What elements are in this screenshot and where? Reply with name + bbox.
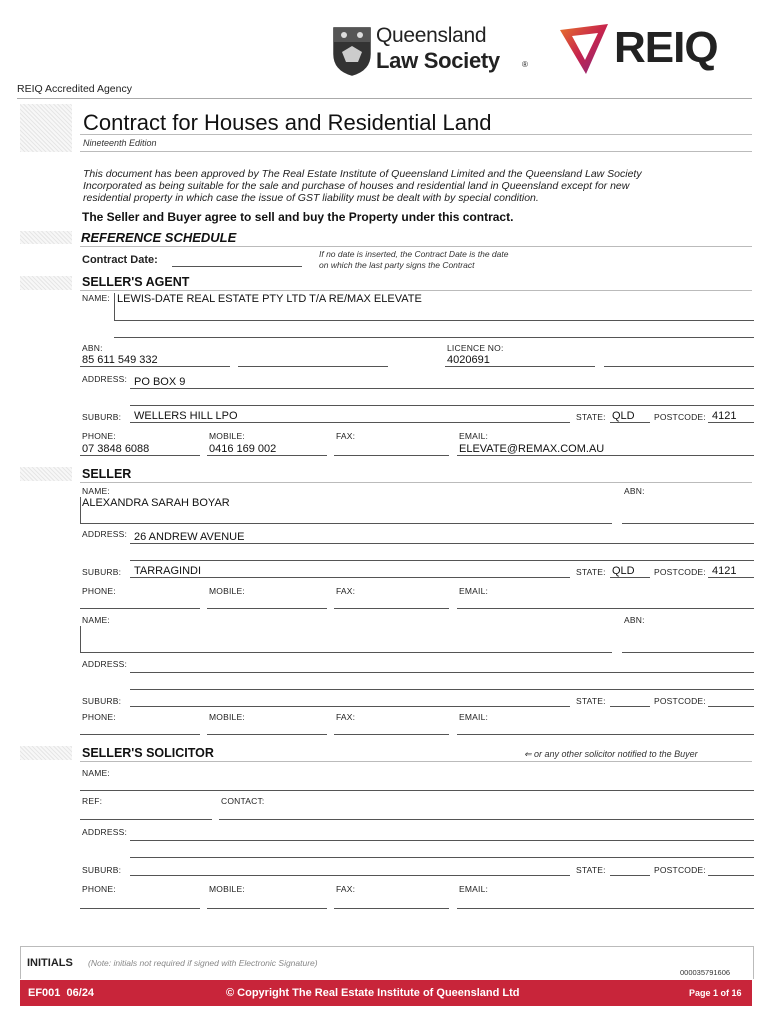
agent-phone-field[interactable]: 07 3848 6088 [82,443,150,455]
page-number: Page 1 of 16 [689,988,742,998]
seller1-postcode-label: POSTCODE: [654,567,706,577]
agent-suburb-underline [130,422,570,423]
seller2-abn-underline[interactable] [622,652,754,653]
seller2-postcode-label: POSTCODE: [654,696,706,706]
qls-registered: ® [522,60,528,69]
header-divider [17,98,752,99]
seller1-state-label: STATE: [576,567,606,577]
document-number: 000035791606 [680,968,731,977]
solicitor-email-underline[interactable] [457,908,754,909]
agent-name-underline [114,320,754,321]
agent-name-underline-2 [114,337,754,338]
agent-divider [80,290,752,291]
agent-email-field[interactable]: ELEVATE@REMAX.COM.AU [459,443,605,455]
accredited-agency: REIQ Accredited Agency [17,83,132,95]
agent-mobile-underline [207,455,327,456]
qls-crest-icon [332,26,372,76]
qls-logo [332,26,532,78]
seller1-state-field[interactable]: QLD [612,565,635,577]
seller1-email-underline[interactable] [457,608,754,609]
seller1-mobile-underline[interactable] [207,608,327,609]
solicitor-name-label: NAME: [82,768,110,778]
seller1-address-underline [130,543,754,544]
agent-abn-label: ABN: [82,343,103,353]
agent-side-panel [20,276,72,290]
agent-abn-field[interactable]: 85 611 549 332 [82,354,158,366]
solicitor-ref-label: REF: [82,796,103,806]
document-title: Contract for Houses and Residential Land [83,110,492,135]
solicitor-state-label: STATE: [576,865,606,875]
agent-address-underline-2 [130,405,754,406]
seller-heading: SELLER [82,467,132,481]
seller1-name-label: NAME: [82,486,110,496]
solicitor-mobile-underline[interactable] [207,908,327,909]
solicitor-postcode-label: POSTCODE: [654,865,706,875]
solicitor-suburb-label: SUBURB: [82,865,122,875]
agent-email-label: EMAIL: [459,431,489,441]
agent-name-label: NAME: [82,293,110,303]
agent-abn-underline [80,366,230,367]
seller1-fax-label: FAX: [336,586,356,596]
seller2-phone-label: PHONE: [82,712,116,722]
qls-logo-line1: Queensland [376,24,487,47]
solicitor-side-panel [20,746,72,760]
solicitor-contact-underline[interactable] [219,819,754,820]
agent-address-label: ADDRESS: [82,374,128,384]
seller2-address-underline[interactable] [130,672,754,673]
seller1-abn-underline [622,523,754,524]
solicitor-suburb-underline[interactable] [130,875,570,876]
seller1-email-label: EMAIL: [459,586,489,596]
reiq-mark-icon [556,22,614,76]
seller1-address-field[interactable]: 26 ANDREW AVENUE [134,531,245,543]
seller2-suburb-underline[interactable] [130,706,570,707]
reference-divider [80,246,752,247]
solicitor-email-label: EMAIL: [459,884,489,894]
seller-divider [80,482,752,483]
agent-postcode-underline [708,422,754,423]
seller2-suburb-label: SUBURB: [82,696,122,706]
reference-side-panel [20,231,72,244]
seller1-postcode-field[interactable]: 4121 [712,565,737,577]
solicitor-note: ⇐ or any other solicitor notified to the Buyer [524,749,698,759]
seller2-postcode-underline[interactable] [708,706,754,707]
seller2-fax-underline[interactable] [334,734,449,735]
seller2-name-underline[interactable] [80,652,612,653]
agent-licence-underline-2 [604,366,754,367]
agent-licence-field[interactable]: 4020691 [447,354,490,366]
seller1-name-underline [80,523,612,524]
agent-postcode-label: POSTCODE: [654,412,706,422]
seller1-abn-label: ABN: [624,486,645,496]
agent-fax-label: FAX: [336,431,356,441]
seller1-suburb-label: SUBURB: [82,567,122,577]
solicitor-name-underline[interactable] [80,790,754,791]
solicitor-address-label: ADDRESS: [82,827,128,837]
seller2-address-label: ADDRESS: [82,659,128,669]
qls-logo-line2: Law Society [376,48,500,73]
agent-suburb-field[interactable]: WELLERS HILL LPO [134,410,238,422]
agreement-statement: The Seller and Buyer agree to sell and buy the Property under this contract. [82,210,514,224]
agent-name-field[interactable]: LEWIS-DATE REAL ESTATE PTY LTD T/A RE/MAX ELEVATE [117,293,422,305]
agent-address-underline [130,388,754,389]
seller2-name-label: NAME: [82,615,110,625]
contract-date-note-line2: on which the last party signs the Contract [319,260,475,270]
agent-postcode-field[interactable]: 4121 [712,410,737,422]
solicitor-ref-underline[interactable] [80,819,212,820]
solicitor-phone-underline[interactable] [80,908,200,909]
solicitor-address-underline[interactable] [130,840,754,841]
seller1-fax-underline[interactable] [334,608,449,609]
seller1-suburb-field[interactable]: TARRAGINDI [134,565,202,577]
agent-licence-label: LICENCE NO: [447,343,504,353]
solicitor-state-underline[interactable] [610,875,650,876]
intro-text [83,168,642,204]
edition: Nineteenth Edition [83,138,157,148]
seller1-phone-underline[interactable] [80,608,200,609]
title-divider [80,134,752,135]
edition-divider [80,151,752,152]
seller2-name-bracket [80,626,81,652]
contract-date-note [319,249,508,271]
solicitor-contact-label: CONTACT: [221,796,265,806]
solicitor-heading: SELLER'S SOLICITOR [82,746,214,760]
agent-fax-underline [334,455,449,456]
seller1-mobile-label: MOBILE: [209,586,245,596]
solicitor-address-underline-2[interactable] [130,857,754,858]
solicitor-fax-label: FAX: [336,884,356,894]
title-side-panel [20,104,72,152]
solicitor-fax-underline[interactable] [334,908,449,909]
agent-address-field[interactable]: PO BOX 9 [134,376,186,388]
seller2-email-label: EMAIL: [459,712,489,722]
seller1-state-underline [610,577,650,578]
form-code: EF001 06/24 [28,987,95,999]
solicitor-phone-label: PHONE: [82,884,116,894]
agent-phone-label: PHONE: [82,431,116,441]
agent-phone-underline [80,455,200,456]
contract-date-field[interactable] [172,252,302,267]
seller1-phone-label: PHONE: [82,586,116,596]
agent-suburb-label: SUBURB: [82,412,122,422]
seller2-email-underline[interactable] [457,734,754,735]
seller2-state-label: STATE: [576,696,606,706]
seller1-name-field[interactable]: ALEXANDRA SARAH BOYAR [82,497,230,509]
copyright: © Copyright The Real Estate Institute of Queensland Ltd [226,987,520,999]
agent-mobile-label: MOBILE: [209,431,245,441]
solicitor-postcode-underline[interactable] [708,875,754,876]
agent-state-label: STATE: [576,412,606,422]
solicitor-divider [80,761,752,762]
initials-note: (Note: initials not required if signed with Electronic Signature) [88,958,318,968]
intro-line2: Incorporated as being suitable for the sale and purchase of houses and residential land in Queensland except for new [83,180,630,192]
intro-line3: residential property in which case the issue of GST liability must be dealt with by special condition. [83,192,539,204]
agent-abn-underline-2 [238,366,388,367]
agent-licence-underline [445,366,595,367]
seller-side-panel [20,467,72,481]
seller2-state-underline[interactable] [610,706,650,707]
agent-name-bracket [114,293,115,321]
seller1-suburb-underline [130,577,570,578]
contract-date-label: Contract Date: [82,254,158,266]
reiq-logo-text: REIQ [614,23,718,72]
initials-label: INITIALS [27,957,73,969]
sellers-agent-heading: SELLER'S AGENT [82,275,190,289]
seller2-address-underline-2[interactable] [130,689,754,690]
seller1-name-bracket [80,497,81,523]
seller2-fax-label: FAX: [336,712,356,722]
reiq-logo [556,22,760,76]
reference-schedule-heading: REFERENCE SCHEDULE [81,230,237,245]
seller1-postcode-underline [708,577,754,578]
seller2-abn-label: ABN: [624,615,645,625]
agent-mobile-field[interactable]: 0416 169 002 [209,443,277,455]
agent-email-underline [457,455,754,456]
seller1-address-label: ADDRESS: [82,529,128,539]
seller2-mobile-underline[interactable] [207,734,327,735]
seller2-mobile-label: MOBILE: [209,712,245,722]
seller2-phone-underline[interactable] [80,734,200,735]
intro-line1: This document has been approved by The Real Estate Institute of Queensland Limited and the Queensland Law Society [83,168,642,180]
solicitor-mobile-label: MOBILE: [209,884,245,894]
agent-state-field[interactable]: QLD [612,410,635,422]
contract-date-note-line1: If no date is inserted, the Contract Date is the date [319,249,509,259]
seller1-address-underline-2 [130,560,754,561]
agent-state-underline [610,422,650,423]
